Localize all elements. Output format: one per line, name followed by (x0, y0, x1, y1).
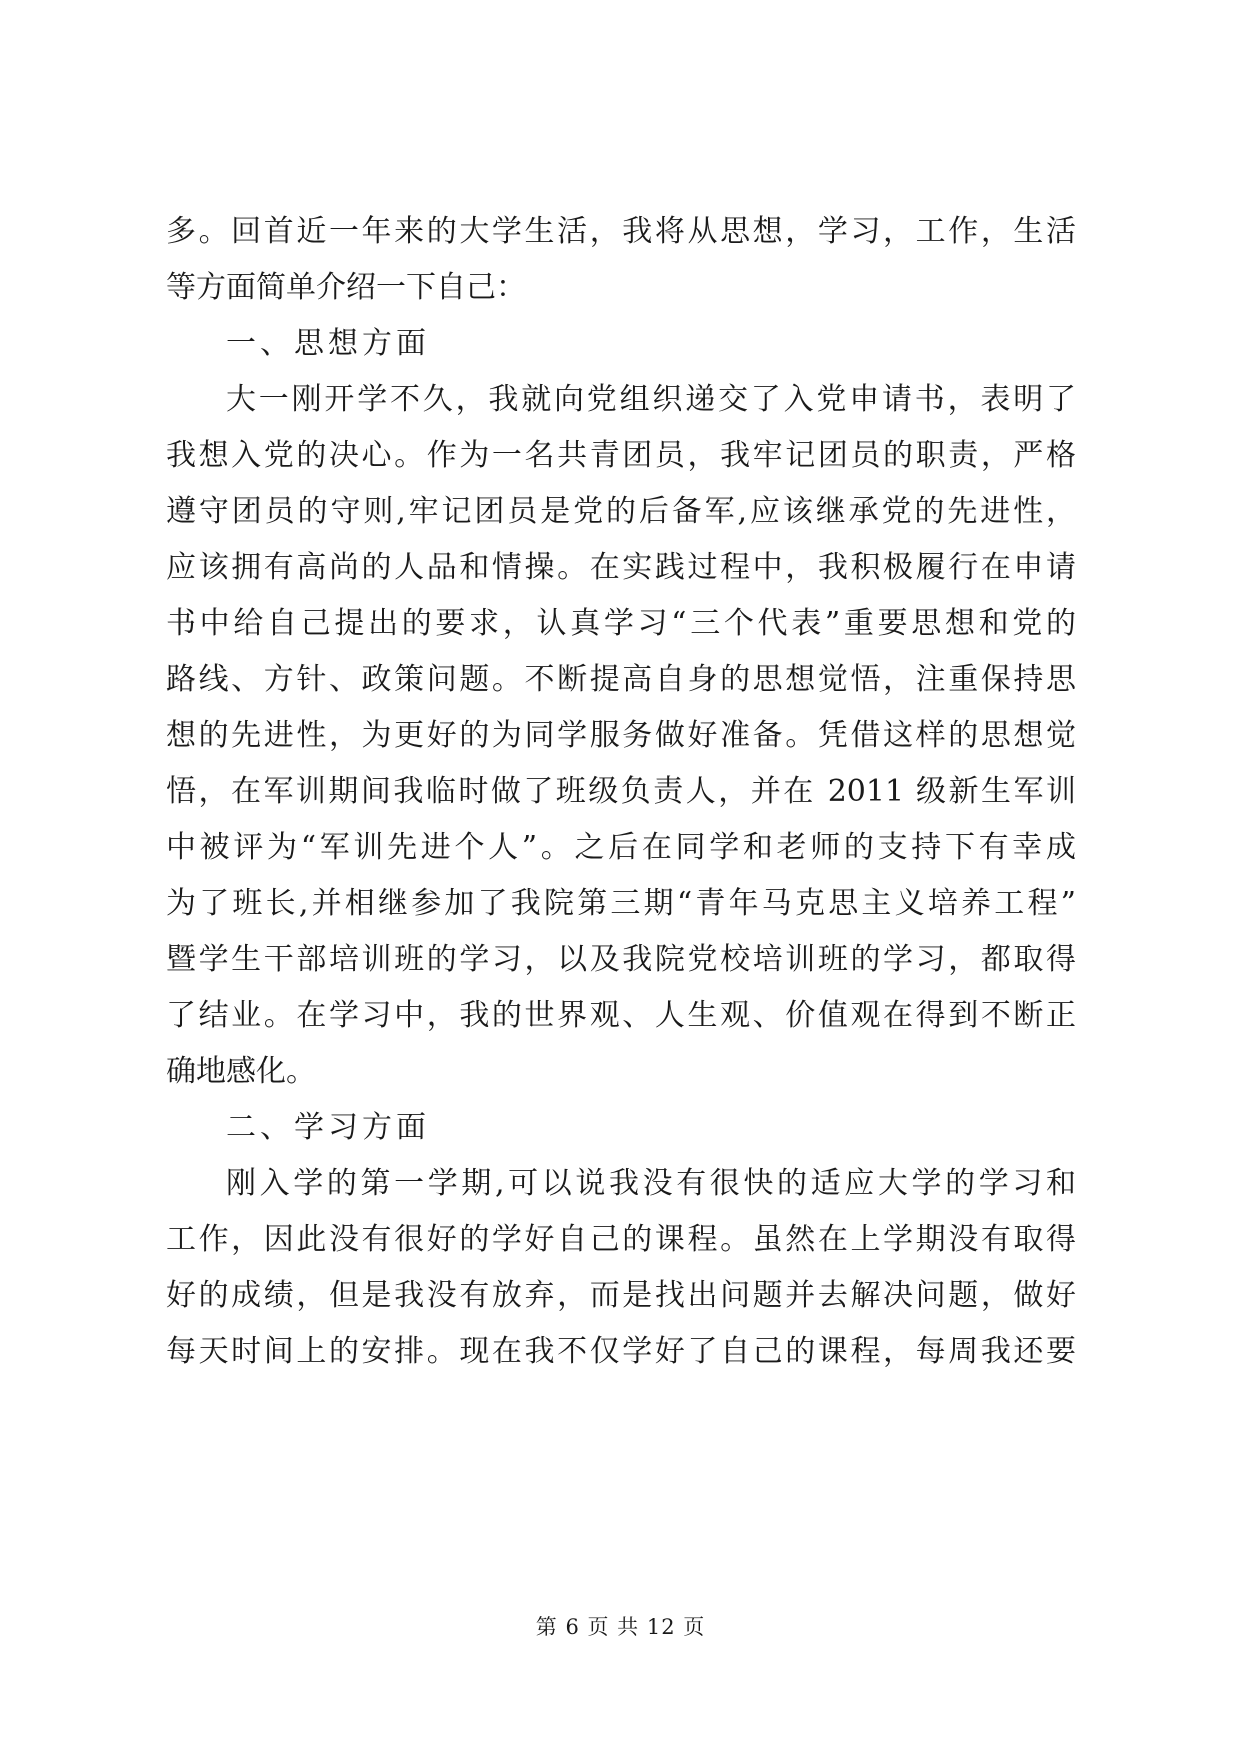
body-line: 多。回首近一年来的大学生活，我将从思想，学习，工作，生活 (166, 214, 1076, 249)
body-line: 了结业。在学习中，我的世界观、人生观、价值观在得到不断正 (166, 998, 1076, 1033)
section-heading: 二、学习方面 (226, 1110, 430, 1145)
body-line: 每天时间上的安排。现在我不仅学好了自己的课程，每周我还要 (166, 1334, 1076, 1369)
body-line: 想的先进性，为更好的为同学服务做好准备。凭借这样的思想觉 (166, 718, 1076, 753)
body-line: 悟，在军训期间我临时做了班级负责人，并在 2011 级新生军训 (166, 774, 1076, 809)
body-line: 应该拥有高尚的人品和情操。在实践过程中，我积极履行在申请 (166, 550, 1076, 585)
body-line: 路线、方针、政策问题。不断提高自身的思想觉悟，注重保持思 (166, 662, 1076, 697)
body-line: 我想入党的决心。作为一名共青团员，我牢记团员的职责，严格 (166, 438, 1076, 473)
page-number-footer: 第 6 页 共 12 页 (535, 1615, 706, 1639)
body-line: 暨学生干部培训班的学习，以及我院党校培训班的学习，都取得 (166, 942, 1076, 977)
body-line: 为了班长,并相继参加了我院第三期“青年马克思主义培养工程” (166, 886, 1076, 921)
body-line: 工作，因此没有很好的学好自己的课程。虽然在上学期没有取得 (166, 1222, 1076, 1257)
body-line: 遵守团员的守则,牢记团员是党的后备军,应该继承党的先进性， (166, 494, 1076, 529)
section-heading: 一、思想方面 (226, 326, 430, 361)
body-line: 等方面简单介绍一下自己： (166, 270, 526, 305)
body-line: 大一刚开学不久，我就向党组织递交了入党申请书，表明了 (226, 382, 1076, 417)
body-line: 确地感化。 (166, 1054, 316, 1089)
body-line: 中被评为“军训先进个人”。之后在同学和老师的支持下有幸成 (166, 830, 1076, 865)
body-line: 好的成绩，但是我没有放弃，而是找出问题并去解决问题，做好 (166, 1278, 1076, 1313)
body-line: 刚入学的第一学期,可以说我没有很快的适应大学的学习和 (226, 1166, 1076, 1201)
body-line: 书中给自己提出的要求，认真学习“三个代表”重要思想和党的 (166, 606, 1076, 641)
